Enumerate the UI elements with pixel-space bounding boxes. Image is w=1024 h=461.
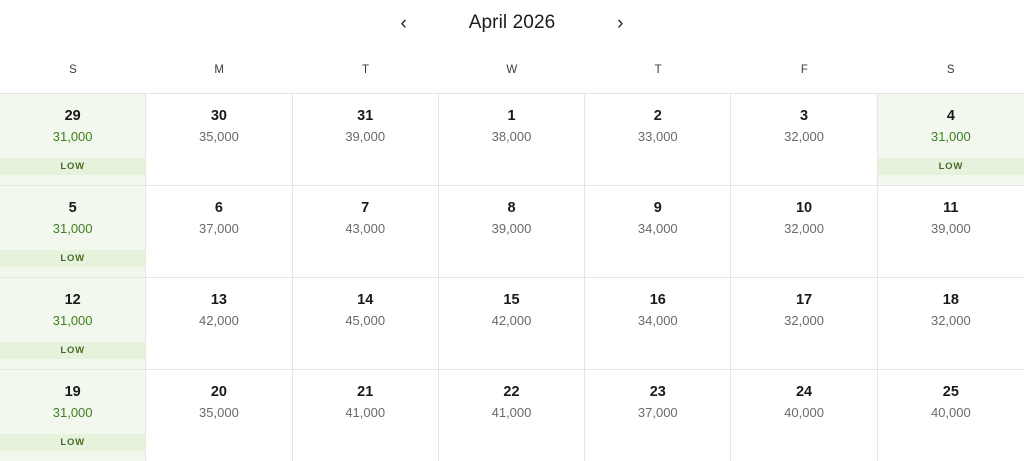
day-number: 12 xyxy=(64,292,81,308)
day-number: 13 xyxy=(210,292,227,308)
calendar-day-cell[interactable] xyxy=(878,186,1024,277)
day-number: 17 xyxy=(795,292,813,308)
day-number: 16 xyxy=(649,292,666,308)
calendar-header xyxy=(0,0,1024,46)
calendar-day-cell[interactable] xyxy=(878,278,1024,369)
day-fare-price: 31,000 xyxy=(52,405,93,420)
day-fare-price: 34,000 xyxy=(637,221,678,236)
day-number: 5 xyxy=(68,200,77,216)
day-number: 2 xyxy=(653,108,662,124)
day-number: 3 xyxy=(800,108,809,124)
calendar-day-cell[interactable] xyxy=(585,278,731,369)
previous-month-icon[interactable]: ‹ xyxy=(387,6,421,40)
calendar-grid xyxy=(0,94,1024,461)
calendar-day-cell[interactable] xyxy=(293,186,439,277)
day-fare-price: 45,000 xyxy=(345,313,386,328)
calendar-day-cell[interactable] xyxy=(585,370,731,461)
calendar-day-cell[interactable] xyxy=(439,186,585,277)
day-number: 4 xyxy=(946,108,955,124)
calendar-day-cell[interactable] xyxy=(0,278,146,369)
day-fare-price: 40,000 xyxy=(784,405,824,420)
calendar-day-cell[interactable] xyxy=(731,186,877,277)
low-fare-badge: LOW xyxy=(0,342,145,359)
calendar-day-cell[interactable] xyxy=(0,370,146,461)
day-fare-price: 39,000 xyxy=(491,221,532,236)
day-fare-price: 43,000 xyxy=(345,221,386,236)
calendar-day-cell[interactable] xyxy=(293,278,439,369)
day-fare-price: 32,000 xyxy=(784,313,824,328)
calendar-day-cell[interactable] xyxy=(585,94,731,185)
day-number: 15 xyxy=(503,292,520,308)
calendar-week-row xyxy=(0,186,1024,278)
day-fare-price: 41,000 xyxy=(491,405,532,420)
weekday-label-sunday: S xyxy=(69,63,78,76)
weekday-label-friday: F xyxy=(800,63,809,76)
day-number: 8 xyxy=(507,200,516,216)
day-number: 20 xyxy=(210,384,227,400)
day-number: 22 xyxy=(503,384,520,400)
day-fare-price: 39,000 xyxy=(345,129,386,144)
weekday-label-thursday: T xyxy=(654,63,662,76)
day-fare-price: 31,000 xyxy=(930,129,971,144)
calendar-week-row xyxy=(0,370,1024,461)
calendar-day-cell[interactable] xyxy=(146,370,292,461)
day-number: 29 xyxy=(64,108,81,124)
day-fare-price: 41,000 xyxy=(345,405,386,420)
weekday-label-tuesday: T xyxy=(361,63,370,76)
weekday-label-wednesday: W xyxy=(506,63,518,76)
day-number: 25 xyxy=(942,384,959,400)
next-month-icon[interactable]: › xyxy=(603,6,637,40)
month-title: April 2026 xyxy=(468,12,556,33)
calendar-day-cell[interactable] xyxy=(0,94,146,185)
weekday-header-row xyxy=(0,46,1024,94)
day-fare-price: 35,000 xyxy=(199,129,239,144)
day-number: 21 xyxy=(357,384,374,400)
calendar-day-cell[interactable] xyxy=(146,278,292,369)
day-number: 31 xyxy=(357,108,374,124)
day-number: 11 xyxy=(943,200,959,216)
day-fare-price: 42,000 xyxy=(491,313,532,328)
day-fare-price: 31,000 xyxy=(52,129,93,144)
calendar-week-row xyxy=(0,94,1024,186)
day-fare-price: 31,000 xyxy=(52,313,93,328)
day-fare-price: 37,000 xyxy=(199,221,239,236)
calendar-day-cell[interactable] xyxy=(878,94,1024,185)
day-number: 30 xyxy=(210,108,227,124)
calendar-day-cell[interactable] xyxy=(585,186,731,277)
day-fare-price: 32,000 xyxy=(784,221,824,236)
calendar-day-cell[interactable] xyxy=(439,278,585,369)
calendar-day-cell[interactable] xyxy=(731,94,877,185)
day-fare-price: 38,000 xyxy=(491,129,532,144)
day-fare-price: 42,000 xyxy=(199,313,239,328)
day-fare-price: 31,000 xyxy=(52,221,93,236)
calendar-day-cell[interactable] xyxy=(731,370,877,461)
day-number: 7 xyxy=(361,200,370,216)
calendar-day-cell[interactable] xyxy=(439,94,585,185)
day-fare-price: 34,000 xyxy=(637,313,678,328)
day-number: 10 xyxy=(795,200,813,216)
day-number: 1 xyxy=(507,108,516,124)
calendar-day-cell[interactable] xyxy=(293,370,439,461)
day-number: 6 xyxy=(214,200,223,216)
calendar-day-cell[interactable] xyxy=(146,94,292,185)
calendar-day-cell[interactable] xyxy=(0,186,146,277)
low-fare-badge: LOW xyxy=(0,434,145,451)
day-fare-price: 32,000 xyxy=(784,129,824,144)
day-fare-price: 32,000 xyxy=(930,313,971,328)
day-fare-price: 33,000 xyxy=(637,129,678,144)
weekday-label-saturday: S xyxy=(946,63,955,76)
calendar-day-cell[interactable] xyxy=(439,370,585,461)
day-number: 9 xyxy=(653,200,662,216)
calendar-week-row xyxy=(0,278,1024,370)
calendar-day-cell[interactable] xyxy=(146,186,292,277)
day-number: 14 xyxy=(357,292,374,308)
calendar-day-cell[interactable] xyxy=(878,370,1024,461)
calendar-day-cell[interactable] xyxy=(293,94,439,185)
day-fare-price: 35,000 xyxy=(199,405,239,420)
day-number: 19 xyxy=(64,384,81,400)
day-number: 18 xyxy=(942,292,959,308)
day-number: 24 xyxy=(795,384,813,400)
low-fare-badge: LOW xyxy=(0,158,145,175)
calendar-day-cell[interactable] xyxy=(731,278,877,369)
low-fare-badge: LOW xyxy=(0,250,145,267)
low-fare-badge: LOW xyxy=(878,158,1024,175)
weekday-label-monday: M xyxy=(214,63,225,76)
day-number: 23 xyxy=(649,384,666,400)
day-fare-price: 37,000 xyxy=(637,405,678,420)
day-fare-price: 40,000 xyxy=(930,405,971,420)
day-fare-price: 39,000 xyxy=(930,221,971,236)
